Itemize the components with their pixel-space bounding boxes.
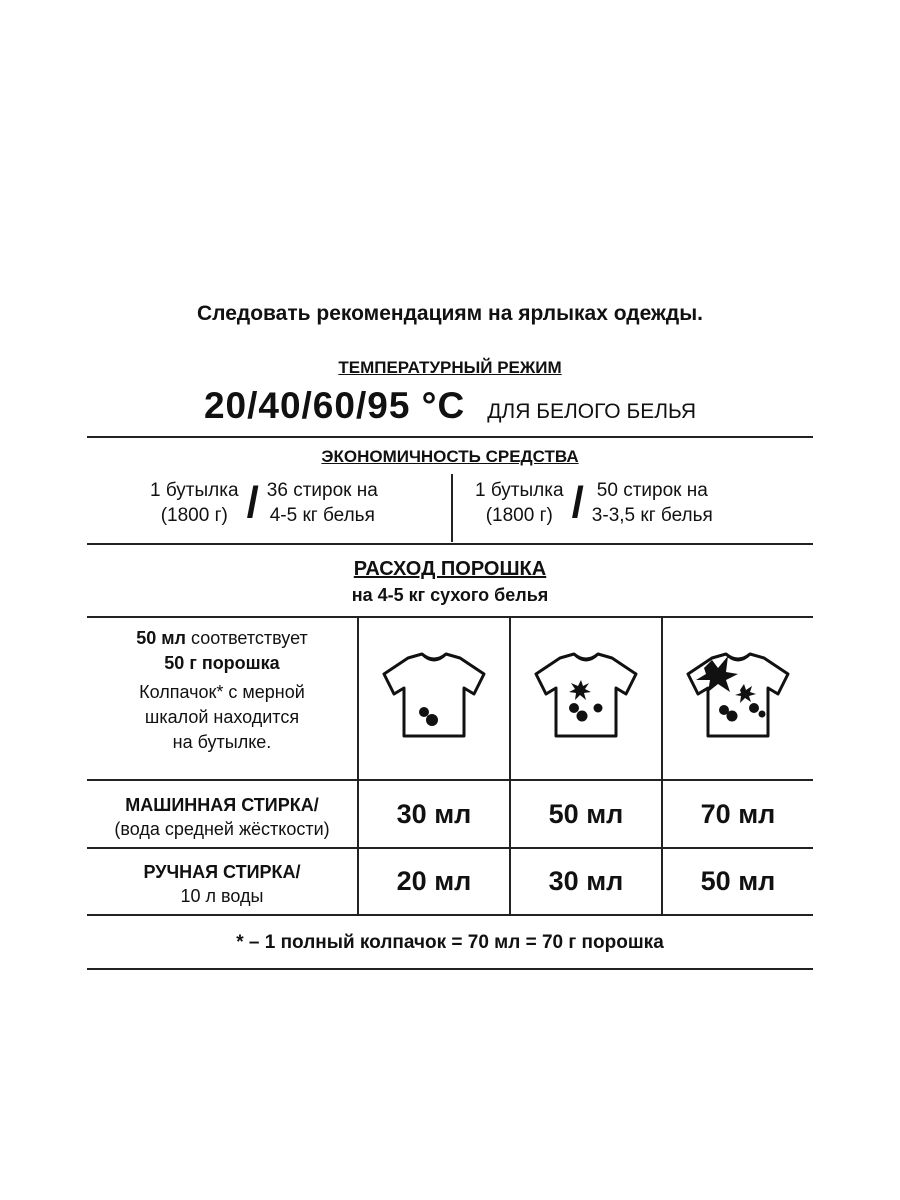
table-row-border	[87, 779, 813, 781]
economy-right	[475, 478, 713, 528]
economy-right-weight: (1800 г)	[485, 505, 553, 526]
hand-wash-label	[87, 860, 357, 908]
temperature-heading: ТЕМПЕРАТУРНЫЙ РЕЖИМ	[338, 358, 562, 377]
footnote: * – 1 полный колпачок = 70 мл = 70 г порошка	[236, 932, 664, 953]
economy-left-weight: (1800 г)	[160, 505, 228, 526]
dosage-grams: 50 г порошка	[164, 653, 280, 673]
hand-wash-medium: 30 мл	[548, 866, 624, 896]
temperature-row	[87, 385, 813, 427]
consumption-subheading: на 4-5 кг сухого белья	[351, 585, 549, 605]
divider	[87, 543, 813, 545]
hand-wash-heavy: 50 мл	[700, 866, 776, 896]
hand-wash-light: 20 мл	[396, 866, 472, 896]
economy-left-bottle: 1 бутылка	[150, 480, 239, 501]
hand-wash-title: РУЧНАЯ СТИРКА/	[143, 862, 301, 882]
economy-left-washes: 36 стирок на	[266, 480, 378, 501]
machine-wash-note: (вода средней жёсткости)	[114, 819, 330, 839]
table-bottom-border	[87, 914, 813, 916]
intro-text: Следовать рекомендациям на ярлыках одежды.	[196, 302, 704, 325]
cap-note-2: шкалой находится	[144, 707, 300, 727]
economy-right-load: 3-3,5 кг белья	[591, 505, 713, 526]
divider	[87, 436, 813, 438]
cap-note-1: Колпачок* с мерной	[139, 682, 305, 702]
machine-wash-title: МАШИННАЯ СТИРКА/	[125, 795, 319, 815]
shirt-heavy-soil-icon	[682, 650, 794, 742]
machine-wash-label	[87, 793, 357, 841]
hand-wash-note: 10 л воды	[180, 886, 264, 906]
economy-right-bottle: 1 бутылка	[475, 480, 564, 501]
shirt-light-soil-icon	[378, 650, 490, 742]
consumption-heading: РАСХОД ПОРОШКА	[353, 558, 547, 580]
machine-wash-medium: 50 мл	[548, 799, 624, 829]
economy-left-load: 4-5 кг белья	[269, 505, 375, 526]
economy-right-washes: 50 стирок на	[596, 480, 708, 501]
dosage-equals: соответствует	[186, 628, 308, 648]
machine-wash-heavy: 70 мл	[700, 799, 776, 829]
dosage-info	[87, 626, 357, 755]
dosage-ml: 50 мл	[136, 628, 186, 648]
economy-left	[150, 478, 378, 528]
economy-heading: ЭКОНОМИЧНОСТЬ СРЕДСТВА	[321, 447, 579, 466]
machine-wash-light: 30 мл	[396, 799, 472, 829]
economy-right-slash: /	[571, 478, 584, 527]
shirt-medium-soil-icon	[530, 650, 642, 742]
divider	[451, 474, 453, 542]
temperature-value: 20/40/60/95 °C	[203, 385, 466, 426]
economy-left-slash: /	[246, 478, 259, 527]
table-top-border	[87, 616, 813, 618]
cap-note-3: на бутылке.	[172, 732, 272, 752]
table-row-border	[87, 847, 813, 849]
temperature-note: ДЛЯ БЕЛОГО БЕЛЬЯ	[487, 400, 697, 423]
divider	[87, 968, 813, 970]
